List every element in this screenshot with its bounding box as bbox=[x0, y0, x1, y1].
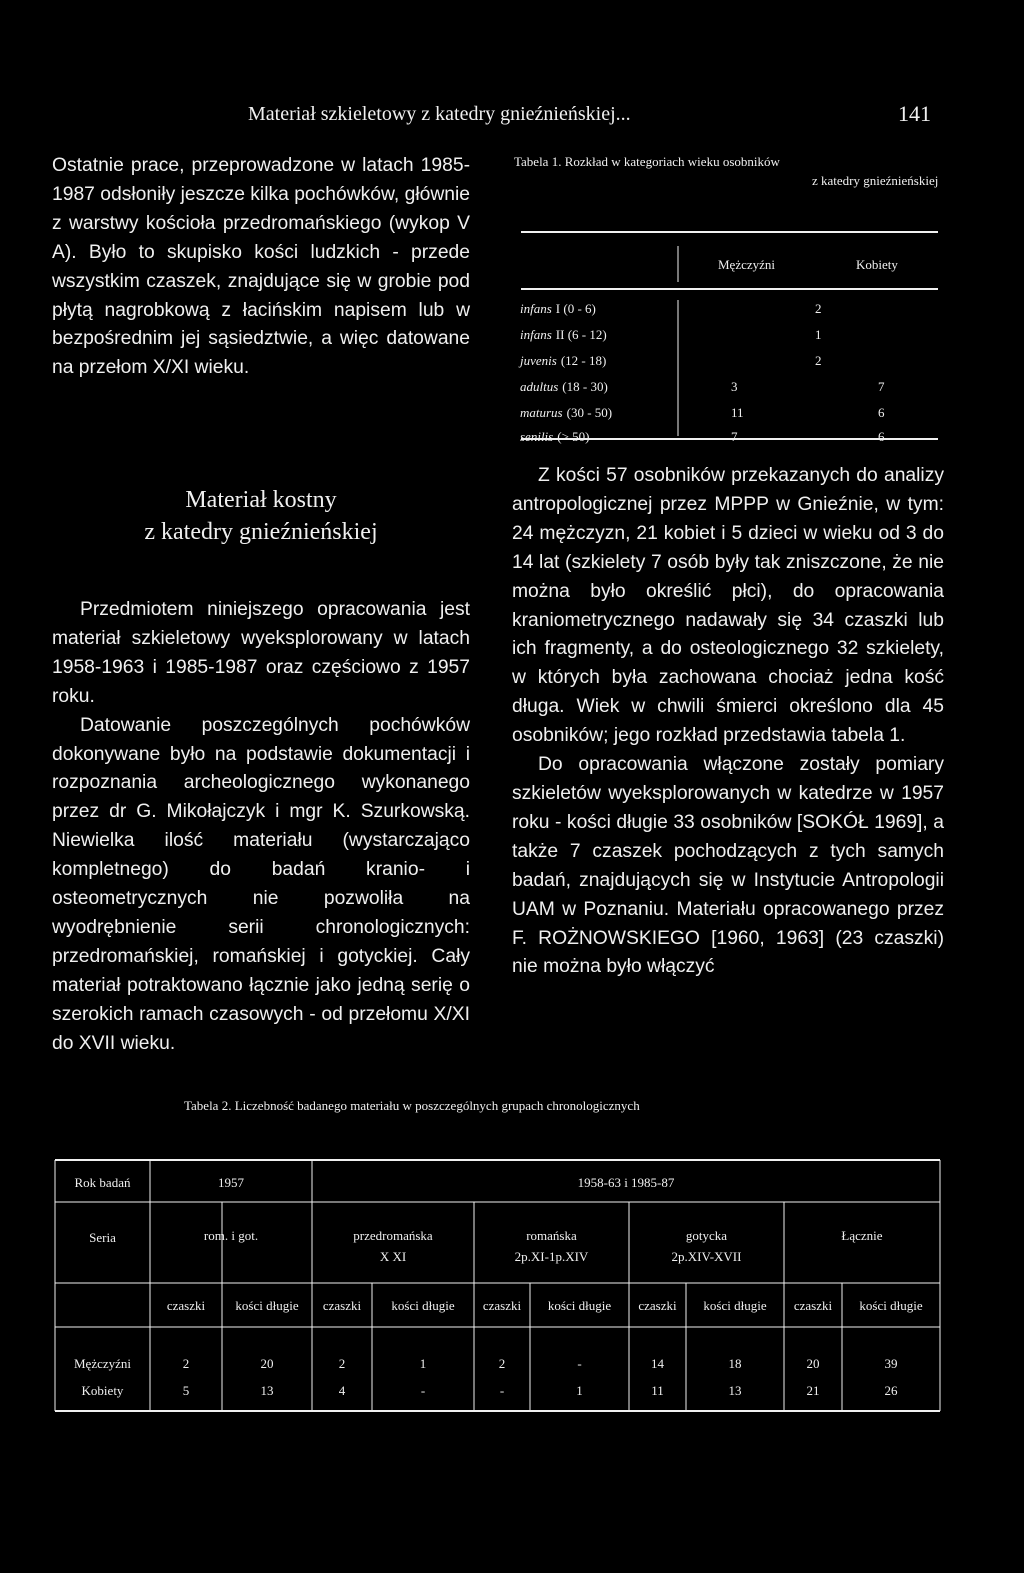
table2-row-label: Kobiety bbox=[81, 1383, 124, 1398]
table2-cell: 4 bbox=[338, 1383, 346, 1398]
table2-cell: 2 bbox=[182, 1356, 190, 1371]
section-heading-line1: Materiał kostny bbox=[185, 487, 337, 513]
table1-row-label-italic: adultus bbox=[520, 379, 559, 394]
table2-subheader: czaszki bbox=[482, 1298, 522, 1313]
table1-row-label-italic: maturus bbox=[520, 405, 563, 420]
table2-subheader: kości długie bbox=[703, 1298, 767, 1313]
table2-cell: 5 bbox=[182, 1383, 190, 1398]
table2-rok-badan: Rok badań bbox=[74, 1175, 131, 1190]
table1-row-label bbox=[520, 327, 607, 343]
table1-row-label-range: I (0 - 6) bbox=[555, 301, 596, 316]
table1-row-label bbox=[520, 301, 596, 317]
table2-cell: 11 bbox=[651, 1383, 664, 1398]
paragraph-subject: Przedmiotem niniejszego opracowania jest materiał szkieletowy wyeksplorowany w latach 1958-1963 i 1985-1987 oraz częściowo z 1957 roku. bbox=[52, 599, 470, 707]
table2-group-header: X XI bbox=[379, 1249, 407, 1264]
table1-cell-col1: 2 bbox=[815, 353, 822, 368]
table1-cell-women: 7 bbox=[878, 379, 885, 394]
table2-group-header: Łącznie bbox=[841, 1228, 883, 1243]
table2-cell: 20 bbox=[806, 1356, 820, 1371]
table2-subheader: kości długie bbox=[391, 1298, 455, 1313]
running-title: Materiał szkieletowy z katedry gnieźnieńskiej... bbox=[248, 103, 631, 125]
table2-cell: 13 bbox=[728, 1383, 742, 1398]
table1-row-label bbox=[520, 429, 589, 445]
table1-row-label bbox=[520, 379, 608, 395]
paragraph-dating: Datowanie poszczególnych pochówków dokonywane było na podstawie dokumentacji i rozpoznania archeologicznego wykonanego przez dr G. Mikołajczyk i mgr K. Szurkowską. Niewielka ilość materiału (wystarczająco kompletnego) do badań kranio- i osteometrycznych nie pozwoliła na wyodrębnienie serii chronologicznych: przedromańskiej, romańskiej i gotyckiej. Cały materiał potraktowano łącznie jako jedną serię o szerokich ramach czasowych - od przełomu X/XI do XVII wieku. bbox=[52, 714, 470, 1054]
intro-paragraph: Ostatnie prace, przeprowadzone w latach 1985-1987 odsłoniły jeszcze kilka pochówków, głównie z warstwy kościoła przedromańskiego (wykop V A). Było to skupisko kości ludzkich - przede wszystkim czaszek, znajdujące się w grobie pod płytą nagrobkową z łacińskim napisem lub w bezpośrednim jej sąsiedztwie, a więc datowane na przełom X/XI wieku. bbox=[52, 155, 470, 379]
table2-cell: 2 bbox=[498, 1356, 506, 1371]
table2-group-header: rom. i got. bbox=[203, 1228, 259, 1243]
table1-cell-women: 6 bbox=[878, 429, 885, 444]
table1-row-label-italic: infans bbox=[520, 301, 552, 316]
table1-row-label-italic: infans bbox=[520, 327, 552, 342]
table1-row-label-range: (30 - 50) bbox=[566, 405, 613, 420]
table1-row-label-range: II (6 - 12) bbox=[555, 327, 607, 342]
table1-cell-col1: 1 bbox=[815, 327, 822, 342]
table2-cell: 1 bbox=[419, 1356, 427, 1371]
table1-cell-men: 7 bbox=[731, 429, 738, 444]
table1-row-label bbox=[520, 405, 612, 421]
table1-row-label-range: (18 - 30) bbox=[562, 379, 608, 394]
table2-subheader: kości długie bbox=[547, 1298, 612, 1313]
table1-row-label-italic: senilis bbox=[520, 429, 554, 444]
table1-row-label-italic: juvenis bbox=[520, 353, 557, 368]
paragraph-included: Do opracowania włączone zostały pomiary szkieletów wyeksplorowanych w katedrze w 1957 roku - kości długie 33 osobników [SOKÓŁ 1969], a także 7 czaszek pochodzących z tych samych badań, znajdujących się w Instytucie Antropologii UAM w Poznaniu. Materiału opracowanego przez F. ROŻNOWSKIEGO [1960, 1963] (23 czaszki) nie można było włączyć bbox=[512, 754, 944, 978]
table2-cell: 21 bbox=[806, 1383, 820, 1398]
table2-cell: 18 bbox=[728, 1356, 742, 1371]
table2-cell: - bbox=[499, 1383, 505, 1398]
table2-group-header: romańska bbox=[526, 1228, 577, 1243]
table2-caption: Tabela 2. Liczebność badanego materiału w poszczególnych grupach chronologicznych bbox=[184, 1098, 640, 1113]
table2-cell: - bbox=[577, 1356, 582, 1371]
table2-group-header: 2p.XI-1p.XIV bbox=[514, 1249, 589, 1264]
table2-subheader: czaszki bbox=[322, 1298, 362, 1313]
page-number: 141 bbox=[898, 101, 931, 126]
table2-group-header: przedromańska bbox=[353, 1228, 433, 1243]
table1-cell-women: 6 bbox=[878, 405, 885, 420]
table1-row-label-range: (12 - 18) bbox=[560, 353, 607, 368]
table2-cell: - bbox=[420, 1383, 426, 1398]
table2-cell: 26 bbox=[884, 1383, 898, 1398]
table2-subheader: kości długie bbox=[235, 1298, 299, 1313]
section-heading-line2: z katedry gnieźnieńskiej bbox=[144, 519, 378, 545]
table2-seria: Seria bbox=[89, 1230, 116, 1245]
table2-subheader: czaszki bbox=[638, 1298, 677, 1313]
table1-col-men: Mężczyźni bbox=[718, 257, 776, 272]
table2-group-header: gotycka bbox=[685, 1228, 728, 1243]
table2-cell: 13 bbox=[260, 1383, 274, 1398]
table1-cell-col1: 2 bbox=[815, 301, 822, 316]
table2-cell: 20 bbox=[260, 1356, 274, 1371]
table1-row-label bbox=[520, 353, 606, 369]
table2-cell: 39 bbox=[884, 1356, 898, 1371]
table1-col-women: Kobiety bbox=[856, 257, 898, 272]
table2-cell: 1 bbox=[576, 1383, 583, 1398]
table2-subheader: kości długie bbox=[859, 1298, 923, 1313]
table1-cell-men: 3 bbox=[731, 379, 738, 394]
paragraph-bones: Z kości 57 osobników przekazanych do analizy antropologicznej przez MPPP w Gnieźnie, w tym: 24 mężczyzn, 21 kobiet i 5 dzieci w wieku od 3 do 14 lat (szkielety 7 osób były tak zniszczone, że nie można było określić płci), do opracowania kraniometrycznego nadawały się 34 czaszki lub ich fragmenty, a do osteologicznego 32 szkielety, w których była zachowana chociaż jedna kość długa. Wiek w chwili śmierci określono dla 45 osobników; jego rozkład przedstawia tabela 1. bbox=[512, 465, 944, 747]
table2-row-label: Mężczyźni bbox=[73, 1356, 132, 1371]
table1-caption-line2: z katedry gnieźnieńskiej bbox=[812, 173, 939, 188]
table1-row-label-range: (> 50) bbox=[557, 429, 590, 444]
table2-subheader: czaszki bbox=[166, 1298, 206, 1313]
table2-years-later: 1958-63 i 1985-87 bbox=[577, 1175, 675, 1190]
table2-year-1957: 1957 bbox=[218, 1175, 244, 1190]
table2-cell: 14 bbox=[651, 1356, 664, 1371]
table2-subheader: czaszki bbox=[793, 1298, 833, 1313]
table2-group-header: 2p.XIV-XVII bbox=[671, 1249, 742, 1264]
table1-cell-men: 11 bbox=[731, 405, 744, 420]
table1-caption: Tabela 1. Rozkład w kategoriach wieku osobników bbox=[514, 154, 780, 169]
table2-cell: 2 bbox=[338, 1356, 346, 1371]
